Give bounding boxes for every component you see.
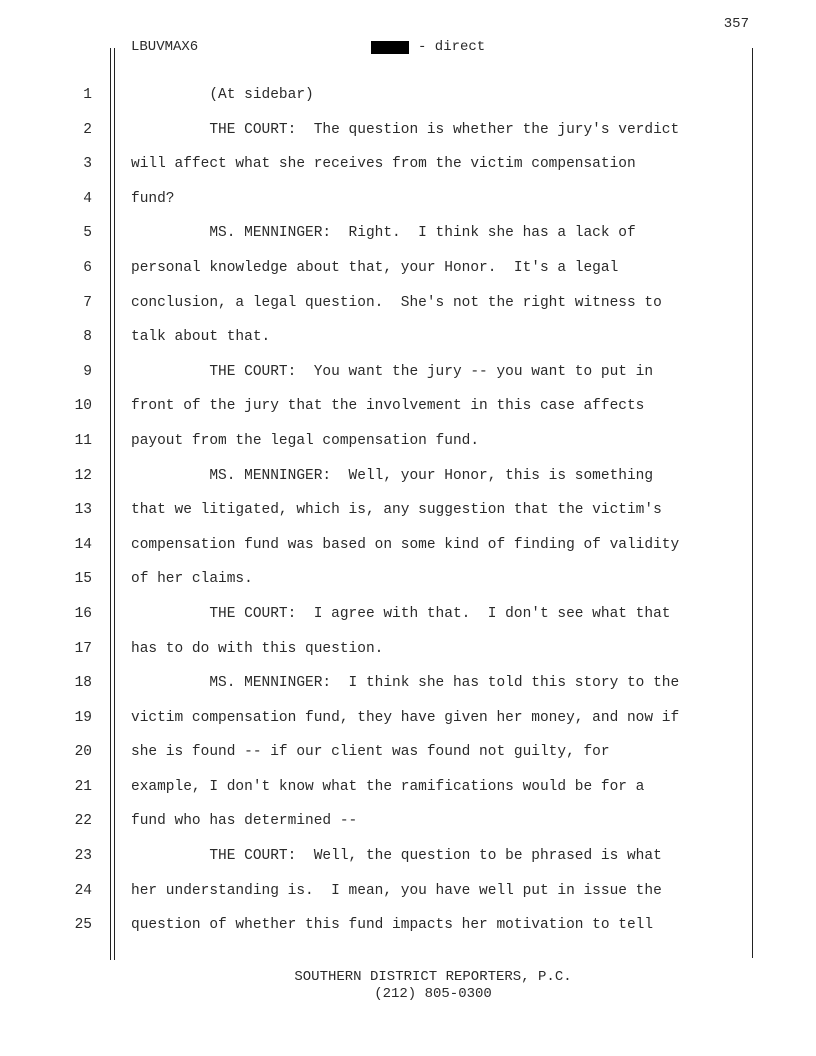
line-number: 14: [74, 536, 92, 553]
transcript-line: [0, 776, 816, 811]
line-number: 16: [74, 605, 92, 622]
line-number: 4: [83, 190, 92, 207]
line-text: conclusion, a legal question. She's not the right witness to: [131, 294, 662, 311]
line-text: THE COURT: I agree with that. I don't see what that: [131, 605, 671, 622]
line-number: 1: [83, 87, 92, 103]
line-text: THE COURT: You want the jury -- you want to put in: [131, 363, 654, 380]
transcript-line: [0, 534, 816, 569]
line-number: 8: [83, 329, 92, 346]
case-id: LBUVMAX6: [131, 39, 199, 55]
line-number: 11: [74, 432, 92, 449]
line-text: MS. MENNINGER: I think she has told this story to the: [131, 675, 680, 692]
transcript-line: [0, 326, 816, 361]
line-number: 23: [74, 848, 92, 865]
transcript-line: [0, 810, 816, 845]
line-text: MS. MENNINGER: Well, your Honor, this is something: [131, 467, 654, 484]
transcript-line: [0, 257, 816, 292]
line-number: 18: [74, 675, 92, 692]
line-text: compensation fund was based on some kind of finding of validity: [131, 536, 680, 553]
line-text: front of the jury that the involvement in this case affects: [131, 398, 645, 415]
transcript-line: [0, 361, 816, 396]
line-number: 3: [83, 156, 92, 173]
transcript-line: [0, 845, 816, 880]
transcript-line: [0, 395, 816, 430]
line-number: 9: [83, 363, 92, 380]
line-number: 7: [83, 294, 92, 311]
section-label: - direct: [418, 39, 486, 55]
line-number: 6: [83, 259, 92, 276]
transcript-line: [0, 603, 816, 638]
transcript-line: [0, 568, 816, 603]
line-text: personal knowledge about that, your Honor. It's a legal: [131, 259, 619, 276]
line-text: victim compensation fund, they have given her money, and now if: [131, 709, 680, 726]
line-text: that we litigated, which is, any suggestion that the victim's: [131, 502, 662, 519]
transcript-line: [0, 292, 816, 327]
line-number: 5: [83, 225, 92, 242]
transcript-line: [0, 672, 816, 707]
line-text: has to do with this question.: [131, 640, 384, 657]
transcript-line: [0, 741, 816, 776]
line-text: will affect what she receives from the victim compensation: [131, 156, 636, 173]
line-number: 12: [74, 467, 92, 484]
line-text: (At sidebar): [131, 87, 314, 103]
line-number: 25: [74, 917, 92, 934]
line-number: 15: [74, 571, 92, 588]
transcript-line: [0, 499, 816, 534]
line-text: talk about that.: [131, 329, 271, 346]
line-number: 22: [74, 813, 92, 830]
transcript-line: [0, 914, 816, 949]
line-text: THE COURT: Well, the question to be phrased is what: [131, 848, 662, 865]
line-text: her understanding is. I mean, you have well put in issue the: [131, 882, 662, 899]
line-number: 24: [74, 882, 92, 899]
page-header: [0, 39, 816, 57]
line-number: 17: [74, 640, 92, 657]
page-footer: [0, 969, 816, 1003]
line-text: fund?: [131, 190, 175, 207]
line-text: payout from the legal compensation fund.: [131, 432, 480, 449]
line-text: fund who has determined --: [131, 813, 358, 830]
transcript-line: [0, 465, 816, 500]
line-text: she is found -- if our client was found not guilty, for: [131, 744, 610, 761]
line-number: 20: [74, 744, 92, 761]
transcript-line: [0, 119, 816, 154]
transcript-line: [0, 153, 816, 188]
transcript-line: [0, 880, 816, 915]
transcript-body: [0, 84, 816, 949]
line-text: example, I don't know what the ramifications would be for a: [131, 778, 645, 795]
line-number: 21: [74, 778, 92, 795]
line-text: question of whether this fund impacts her motivation to tell: [131, 917, 654, 934]
line-number: 13: [74, 502, 92, 519]
reporter-company: SOUTHERN DISTRICT REPORTERS, P.C.: [294, 969, 572, 985]
page-number: 357: [723, 16, 749, 32]
transcript-line: [0, 707, 816, 742]
line-text: of her claims.: [131, 571, 253, 588]
transcript-line: [0, 222, 816, 257]
transcript-line: [0, 430, 816, 465]
witness-section: [371, 39, 485, 55]
line-number: 19: [74, 709, 92, 726]
line-number: 2: [83, 121, 92, 138]
reporter-phone: (212) 805-0300: [374, 986, 492, 1002]
transcript-line: [0, 84, 816, 119]
transcript-line: [0, 188, 816, 223]
line-text: MS. MENNINGER: Right. I think she has a lack of: [131, 225, 636, 242]
transcript-line: [0, 638, 816, 673]
line-text: THE COURT: The question is whether the jury's verdict: [131, 121, 680, 138]
redaction-bar: [371, 41, 409, 54]
line-number: 10: [74, 398, 92, 415]
